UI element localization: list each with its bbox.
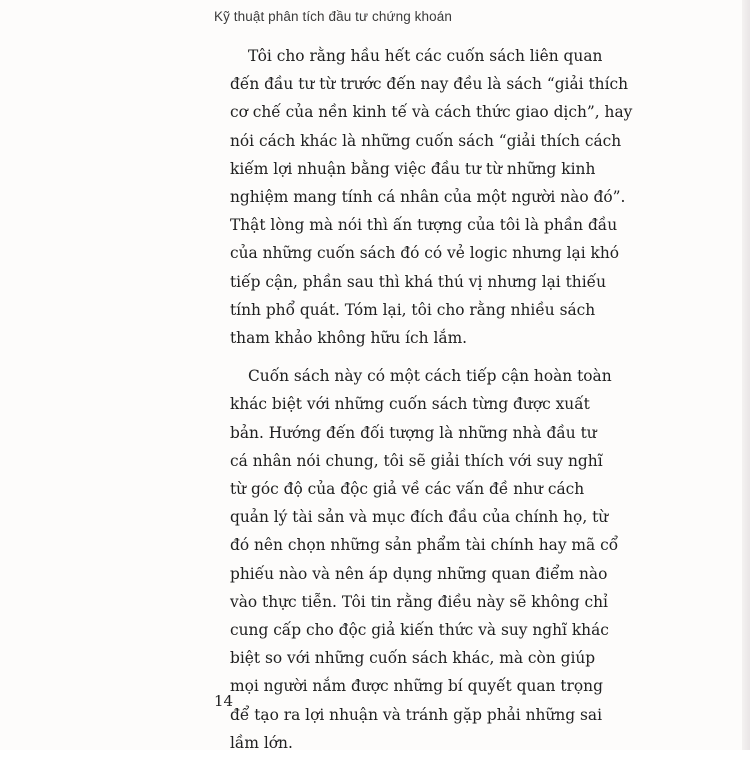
paragraph-1	[230, 42, 633, 352]
text-line: tiếp cận, phần sau thì khá thú vị nhưng lại thiếu	[230, 272, 607, 291]
text-line: Thật lòng mà nói thì ấn tượng của tôi là phần đầu	[230, 216, 618, 235]
text-line: nói cách khác là những cuốn sách “giải thích cách	[230, 131, 622, 150]
text-line: cá nhân nói chung, tôi sẽ giải thích với suy nghĩ	[230, 451, 603, 470]
text-line: mọi người nắm được những bí quyết quan trọng	[230, 677, 603, 696]
text-line: biệt so với những cuốn sách khác, mà còn giúp	[230, 649, 596, 668]
text-line: cơ chế của nền kinh tế và cách thức giao dịch”, hay	[230, 103, 633, 122]
page-edge-shadow	[742, 0, 750, 750]
text-line: nghiệm mang tính cá nhân của một người nào đó”.	[230, 188, 626, 207]
text-line: kiếm lợi nhuận bằng việc đầu tư từ những kinh	[230, 159, 596, 178]
running-header: Kỹ thuật phân tích đầu tư chứng khoán	[214, 9, 452, 24]
text-line: để tạo ra lợi nhuận và tránh gặp phải những sai	[230, 705, 602, 724]
text-line: quản lý tài sản và mục đích đầu của chính họ, từ	[230, 508, 609, 527]
text-line: tính phổ quát. Tóm lại, tôi cho rằng nhiều sách	[230, 300, 596, 319]
text-line: đến đầu tư từ trước đến nay đều là sách “giải thích	[230, 75, 629, 94]
paragraph-2	[230, 362, 619, 757]
body-text	[230, 42, 633, 757]
text-line: cung cấp cho độc giả kiến thức và suy nghĩ khác	[230, 621, 609, 640]
page-number: 14	[214, 692, 234, 710]
text-line: của những cuốn sách đó có vẻ logic nhưng lại khó	[230, 244, 620, 263]
text-line: lầm lớn.	[230, 733, 293, 752]
text-line: Tôi cho rằng hầu hết các cuốn sách liên quan	[248, 47, 603, 65]
text-line: phiếu nào và nên áp dụng những quan điểm nào	[230, 564, 608, 583]
text-line: tham khảo không hữu ích lắm.	[230, 329, 468, 348]
text-line: từ góc độ của độc giả về các vấn đề như cách	[230, 480, 585, 499]
text-line: Cuốn sách này có một cách tiếp cận hoàn toàn	[248, 367, 612, 386]
text-line: khác biệt với những cuốn sách từng được xuất	[230, 395, 590, 414]
text-line: bản. Hướng đến đối tượng là những nhà đầu tư	[230, 423, 597, 442]
text-line: đó nên chọn những sản phẩm tài chính hay mã cổ	[230, 536, 619, 555]
text-line: vào thực tiễn. Tôi tin rằng điều này sẽ không chỉ	[230, 592, 608, 611]
